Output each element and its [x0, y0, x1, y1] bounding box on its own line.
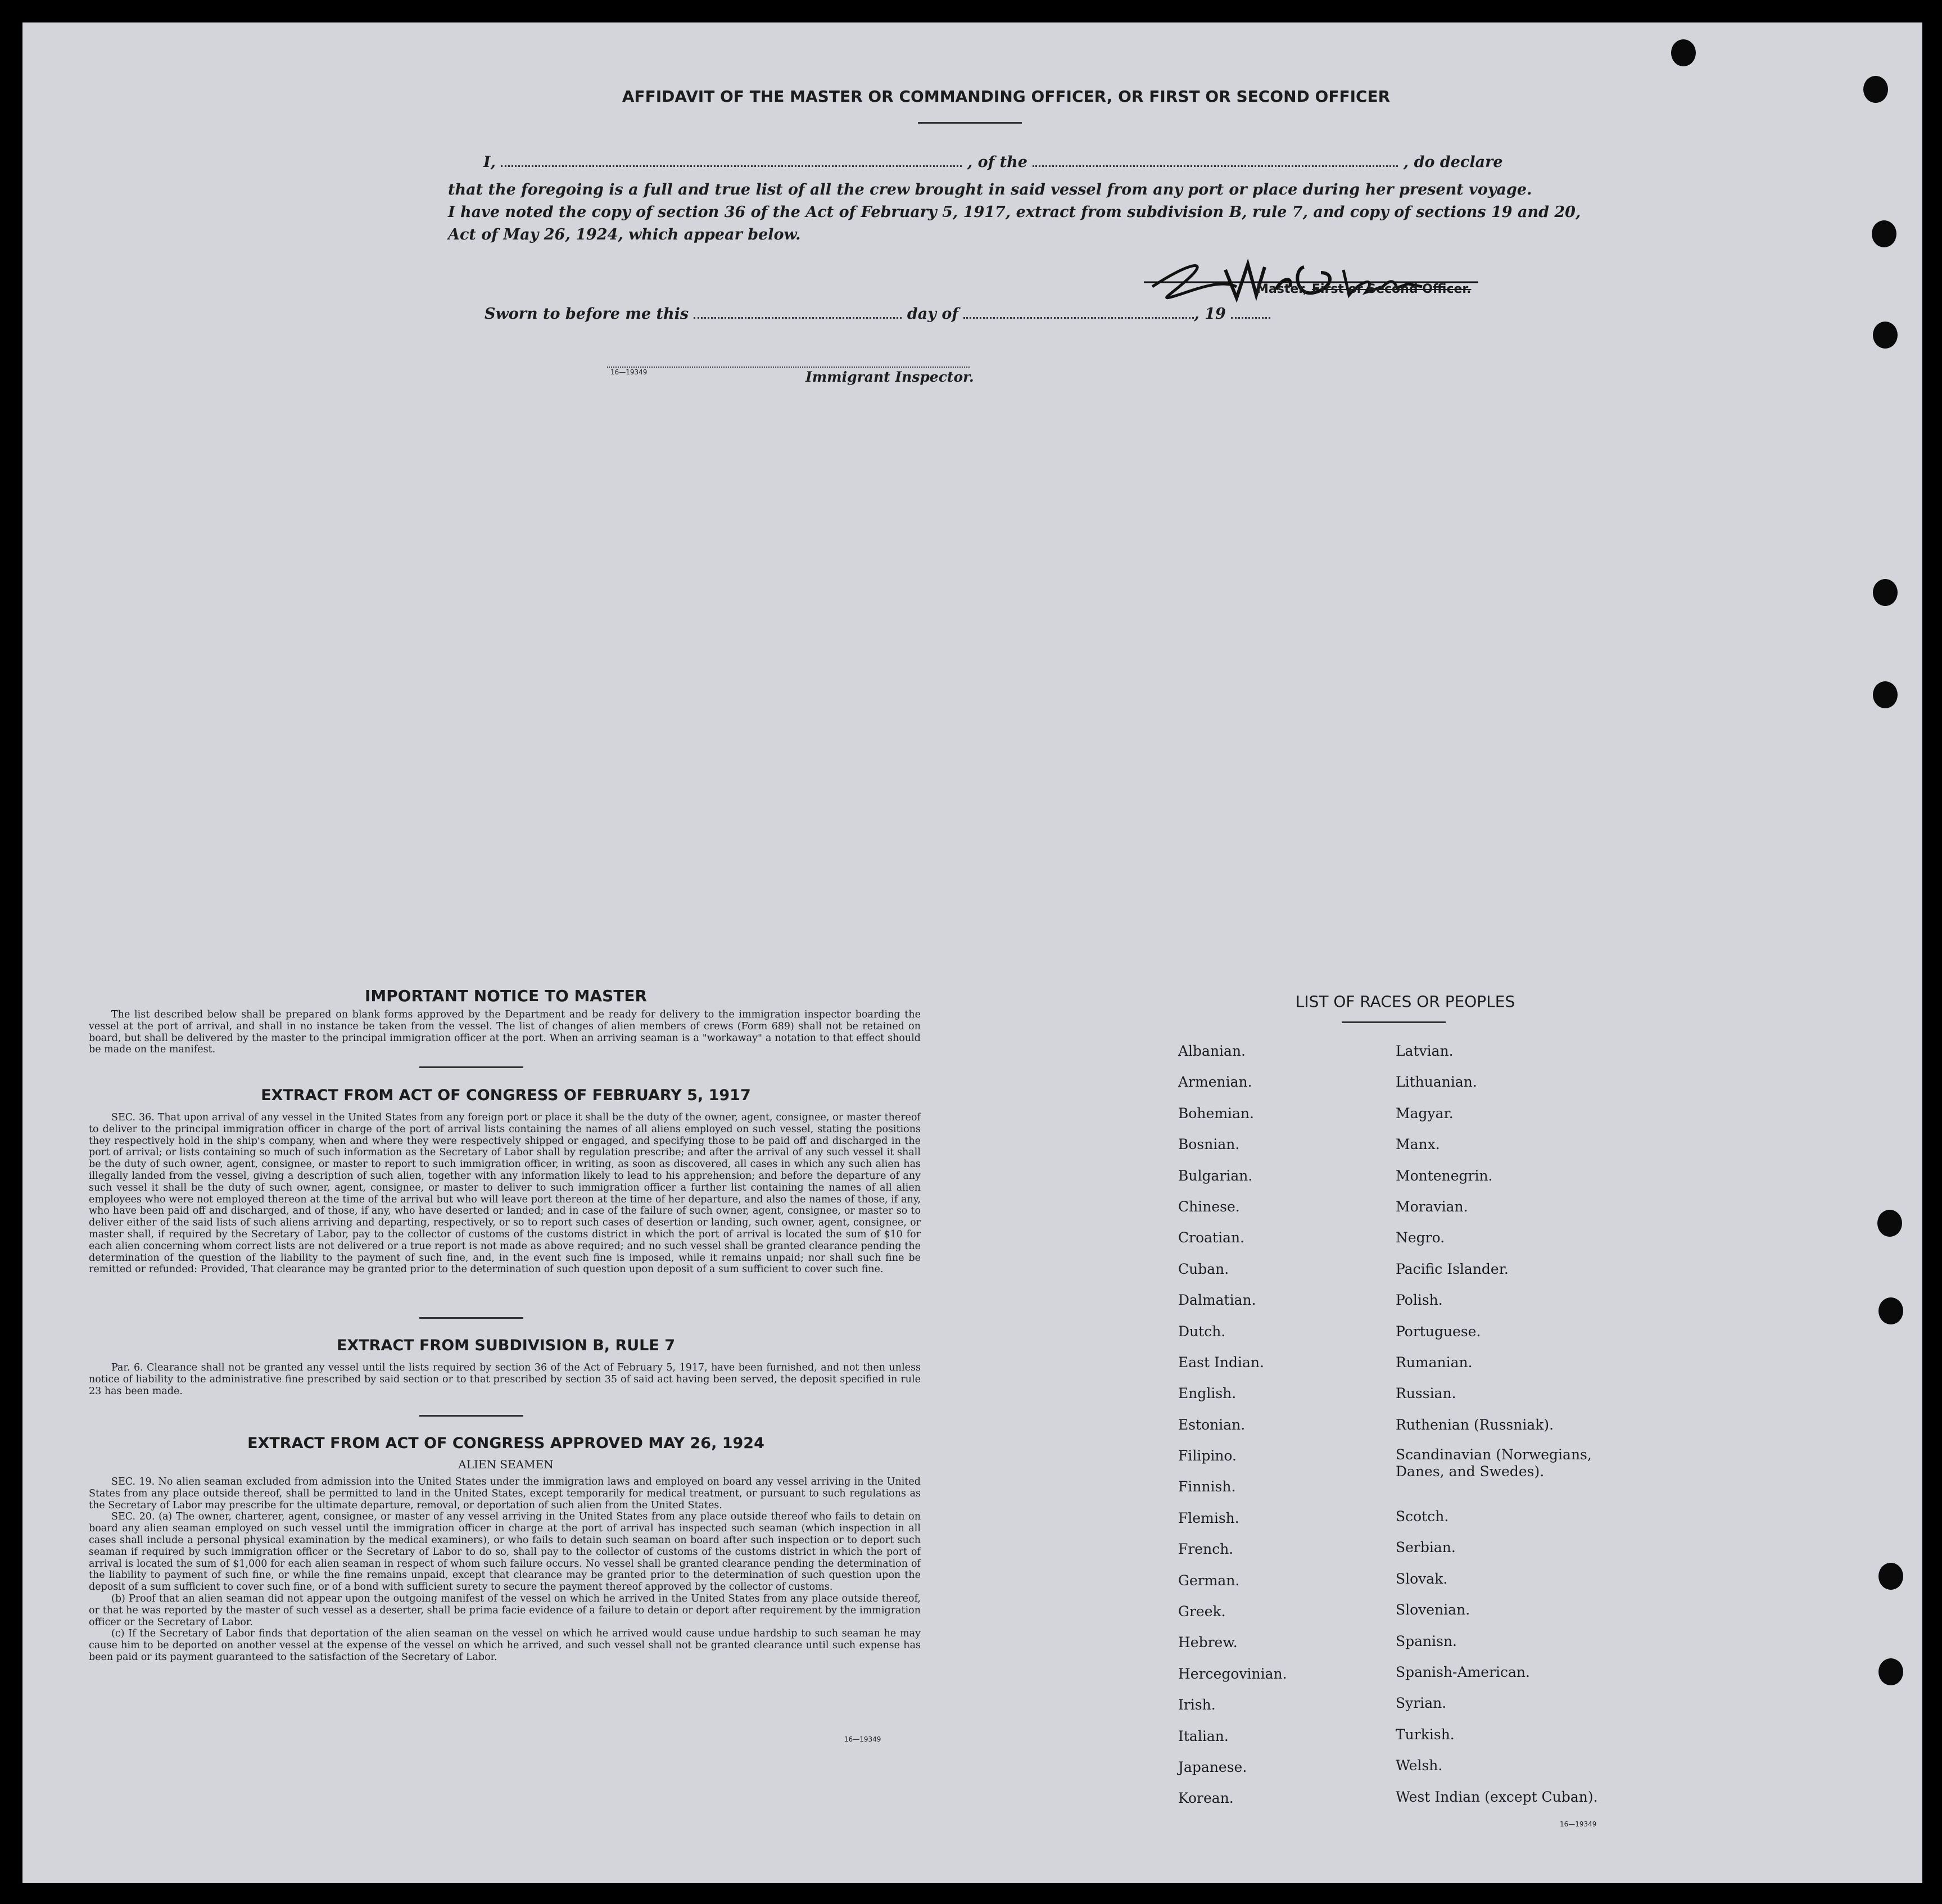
race-item: Portuguese.: [1396, 1323, 1481, 1340]
notice-paragraph: The list described below shall be prepared on blank forms approved by the Department and be ready for delivery to the immigration inspector boarding the vessel at the port of arrival, and shall in no instance be taken from the vessel. The list of changes of alien members of crews (Form 689) shall not be retained on board, but shall be delivered by the master to the principal immigration officer at the port. When an arriving seaman is a "workaway" a notation to that effect should be made on the manifest.: [89, 1009, 921, 1056]
race-item: Latvian.: [1396, 1043, 1454, 1059]
race-item: Spanisn.: [1396, 1632, 1457, 1649]
name-blank[interactable]: [501, 153, 962, 167]
rule7-paragraph: Par. 6. Clearance shall not be granted any vessel until the lists required by section 36 of the Act of February 5, 1917, have been furnished, and not then unless notice of liability to the administrative fine prescribed by said section or to that prescribed by section 35 of said act having been served, the deposit specified in rule 23 has been made.: [89, 1362, 921, 1397]
race-item: Chinese.: [1178, 1198, 1240, 1215]
binder-hole: [1873, 681, 1898, 708]
race-item: West Indian (except Cuban).: [1396, 1788, 1598, 1805]
notice-title: IMPORTANT NOTICE TO MASTER: [364, 987, 648, 1005]
race-item: Spanish-American.: [1396, 1664, 1530, 1681]
year-label: , 19: [1194, 305, 1226, 323]
extract-rule7-title: EXTRACT FROM SUBDIVISION B, RULE 7: [336, 1337, 676, 1354]
extract-rule7-text: [89, 1362, 921, 1397]
race-item: Finnish.: [1178, 1478, 1236, 1495]
race-item: Rumanian.: [1396, 1354, 1473, 1371]
race-item: Greek.: [1178, 1603, 1226, 1620]
signature-role: [1256, 282, 1472, 296]
binder-hole: [1878, 1297, 1903, 1324]
race-item: Turkish.: [1396, 1726, 1455, 1743]
race-item: Syrian.: [1396, 1695, 1447, 1712]
race-item: Scotch.: [1396, 1508, 1449, 1525]
race-item: Lithuanian.: [1396, 1074, 1477, 1091]
signature-image: [1141, 247, 1501, 309]
section-20a-paragraph: SEC. 20. (a) The owner, charterer, agent, consignee, or master of any vessel arriving in the United States from any place outside thereof who fails to detain on board any alien seaman employed on such vessel until the immigration officer in charge at the port of arrival has inspected such seaman (which inspection in all cases shall include a personal physical examination by the medical examiners), or who fails to detain such seaman on board after such inspection or to deport such seaman if required by such immigration officer or the Secretary of Labor to do so, shall pay to the collector of customs of the customs district in which the port of arrival is located the sum of $1,000 for each alien seaman in respect of whom such failure occurs. No vessel shall be granted clearance pending the determination of the liability to payment of such fine, or while the fine remains unpaid, except that clearance may be granted prior to the determination of such question upon the deposit of a sum sufficient to cover such fine, or of a bond with sufficient surety to secure the payment thereof approved by the collector of customs.: [89, 1511, 921, 1593]
race-item: German.: [1178, 1572, 1240, 1589]
section-divider: [419, 1415, 523, 1417]
race-item: Croatian.: [1178, 1229, 1245, 1246]
extract-1924-text: [89, 1476, 921, 1663]
sworn-line: [485, 305, 1270, 323]
races-list-right: [1396, 1043, 1598, 1820]
extract-1917-text: [89, 1112, 921, 1276]
race-item: Japanese.: [1178, 1758, 1247, 1775]
extract-1924-subtitle: ALIEN SEAMEN: [458, 1458, 554, 1471]
day-of-label: day of: [907, 305, 958, 323]
section-36-paragraph: SEC. 36. That upon arrival of any vessel in the United States from any foreign port or place it shall be the duty of the owner, agent, consignee, or master thereof to deliver to the principal immigration officer in charge of the port of arrival lists containing the names of all aliens employed on such vessel, stating the positions they respectively hold in the ship's company, when and where they were respectively shipped or engaged, and specifying those to be paid off and discharged in the port of arrival; or lists containing so much of such information as the Secretary of Labor shall by regulation prescribe; and after the arrival of any such vessel it shall be the duty of such owner, agent, consignee, or master to report to such immigration officer, in writing, as soon as discovered, all cases in which any such alien has illegally landed from the vessel, giving a description of such alien, together with any information likely to lead to his apprehension; and before the departure of any such vessel it shall be the duty of such owner, agent, consignee, or master to deliver to such immigration officer a further list containing the names of all alien employees who were not employed thereon at the time of the arrival but who will leave port thereon at the time of her departure, and also the names of those, if any, who have been paid off and discharged, and of those, if any, who have deserted or landed; and in case of the failure of such owner, agent, consignee, or master so to deliver either of the said lists of such aliens arriving and departing, respectively, or so to report such cases of desertion or landing, such owner, agent, consignee, or master shall, if required by the Secretary of Labor, pay to the collector of customs of the customs district in which the port of arrival is located the sum of $10 for each alien concerning whom correct lists are not delivered or a true report is not made as above required; and no such vessel shall be granted clearance pending the determination of the question of the liability to the payment of such fine, and, in the event such fine is imposed, while it remains unpaid; nor shall such fine be remitted or refunded: Provided, That clearance may be granted prior to the determination of such question upon deposit of a sum sufficient to cover such fine.: [89, 1112, 921, 1276]
binder-hole: [1872, 220, 1896, 247]
race-item: Slovak.: [1396, 1570, 1448, 1587]
sworn-day-blank[interactable]: [694, 305, 902, 319]
role-officer-struck: First or Second Officer.: [1311, 282, 1472, 296]
race-item: Flemish.: [1178, 1509, 1239, 1526]
race-item: Scandinavian (Norwegians, Danes, and Swedes).: [1396, 1446, 1592, 1480]
race-item: Armenian.: [1178, 1074, 1252, 1091]
form-number: 16—19349: [1560, 1820, 1597, 1828]
declaration-line: [483, 153, 1503, 171]
document-page: [22, 22, 1922, 1883]
do-declare-label: , do declare: [1403, 153, 1503, 171]
race-item: Korean.: [1178, 1790, 1234, 1807]
race-item: Hercegovinian.: [1178, 1665, 1287, 1682]
race-item: Montenegrin.: [1396, 1167, 1493, 1184]
inspector-label: Immigrant Inspector.: [805, 369, 974, 385]
race-item: Polish.: [1396, 1292, 1443, 1309]
race-item: French.: [1178, 1541, 1234, 1558]
race-item: Negro.: [1396, 1229, 1445, 1246]
statement-line-1: that the foregoing is a full and true list of all the crew brought in said vessel from any port or place during her present voyage.: [448, 181, 1532, 198]
race-item: Russian.: [1396, 1385, 1456, 1402]
race-item: East Indian.: [1178, 1354, 1264, 1371]
section-20c-paragraph: (c) If the Secretary of Labor finds that deportation of the alien seaman on the vessel on which he arrived would cause undue hardship to such seaman he may cause him to be deported on another vessel at the expense of the vessel on which he arrived, and such vessel shall not be granted clearance until such expense has been paid or its payment guaranteed to the satisfaction of the Secretary of Labor.: [89, 1628, 921, 1663]
of-the-label: , of the: [967, 153, 1027, 171]
title-divider: [918, 122, 1022, 124]
vessel-blank[interactable]: [1033, 153, 1398, 167]
race-item: Dalmatian.: [1178, 1292, 1256, 1309]
binder-hole: [1671, 39, 1696, 66]
race-item: Irish.: [1178, 1697, 1216, 1713]
race-item: Dutch.: [1178, 1323, 1226, 1340]
form-number: 16—19349: [610, 368, 648, 376]
i-label: I,: [483, 153, 496, 171]
statement-line-3: Act of May 26, 1924, which appear below.: [448, 226, 801, 243]
race-item: Welsh.: [1396, 1757, 1443, 1774]
race-item: English.: [1178, 1385, 1237, 1402]
binder-hole: [1873, 579, 1898, 606]
statement-line-2: I have noted the copy of section 36 of the Act of February 5, 1917, extract from subdivision B, rule 7, and copy of sections 19 and 20,: [448, 203, 1581, 221]
race-item: Cuban.: [1178, 1260, 1229, 1277]
sworn-year-blank[interactable]: [1231, 305, 1270, 319]
sworn-label: Sworn to before me this: [485, 305, 689, 323]
race-item: Ruthenian (Russniak).: [1396, 1416, 1554, 1433]
race-item: Bohemian.: [1178, 1105, 1254, 1121]
extract-1917-title: EXTRACT FROM ACT OF CONGRESS OF FEBRUARY 5, 1917: [261, 1087, 751, 1104]
race-item: Albanian.: [1178, 1043, 1246, 1059]
races-title: LIST OF RACES OR PEOPLES: [1295, 992, 1515, 1011]
race-item: Serbian.: [1396, 1539, 1456, 1556]
binder-hole: [1878, 1563, 1903, 1590]
race-item: Hebrew.: [1178, 1634, 1238, 1651]
race-item: Bulgarian.: [1178, 1167, 1253, 1184]
race-item: Estonian.: [1178, 1416, 1246, 1433]
binder-hole: [1863, 76, 1888, 103]
race-item: Pacific Islander.: [1396, 1260, 1509, 1277]
section-divider: [419, 1317, 523, 1319]
binder-hole: [1877, 1210, 1902, 1237]
binder-hole: [1878, 1658, 1903, 1685]
section-divider: [419, 1066, 523, 1068]
extract-1924-title: EXTRACT FROM ACT OF CONGRESS APPROVED MAY 26, 1924: [247, 1435, 764, 1452]
section-19-paragraph: SEC. 19. No alien seaman excluded from admission into the United States under the immigration laws and employed on board any vessel arriving in the United States from any place outside thereof, shall be permitted to land in the United States, except temporarily for medical treatment, or pursuant to such regulations as the Secretary of Labor may prescribe for the ultimate departure, removal, or deportation of such alien from the United States.: [89, 1476, 921, 1511]
binder-hole: [1873, 322, 1898, 349]
sworn-month-blank[interactable]: [963, 305, 1194, 319]
section-20b-paragraph: (b) Proof that an alien seaman did not appear upon the outgoing manifest of the vessel on which he arrived in the United States from any place outside thereof, or that he was reported by the master of such vessel as a deserter, shall be prima facie evidence of a failure to detain or deport after requirement by the immigration officer or the Secretary of Labor.: [89, 1593, 921, 1628]
race-item: Filipino.: [1178, 1448, 1237, 1464]
race-item: Manx.: [1396, 1136, 1440, 1153]
races-title-divider: [1342, 1021, 1446, 1023]
form-number: 16—19349: [844, 1735, 881, 1743]
race-item: Moravian.: [1396, 1198, 1468, 1215]
race-item: Italian.: [1178, 1727, 1229, 1744]
race-item: Bosnian.: [1178, 1136, 1240, 1153]
affidavit-title: AFFIDAVIT OF THE MASTER OR COMMANDING OFFICER, OR FIRST OR SECOND OFFICER: [622, 87, 1391, 106]
role-master-label: Master,: [1256, 282, 1308, 296]
race-item: Magyar.: [1396, 1105, 1454, 1121]
race-item: Slovenian.: [1396, 1602, 1470, 1618]
inspector-signature-line: [607, 367, 970, 368]
races-list-left: [1178, 1043, 1287, 1821]
notice-text: [89, 1009, 921, 1056]
